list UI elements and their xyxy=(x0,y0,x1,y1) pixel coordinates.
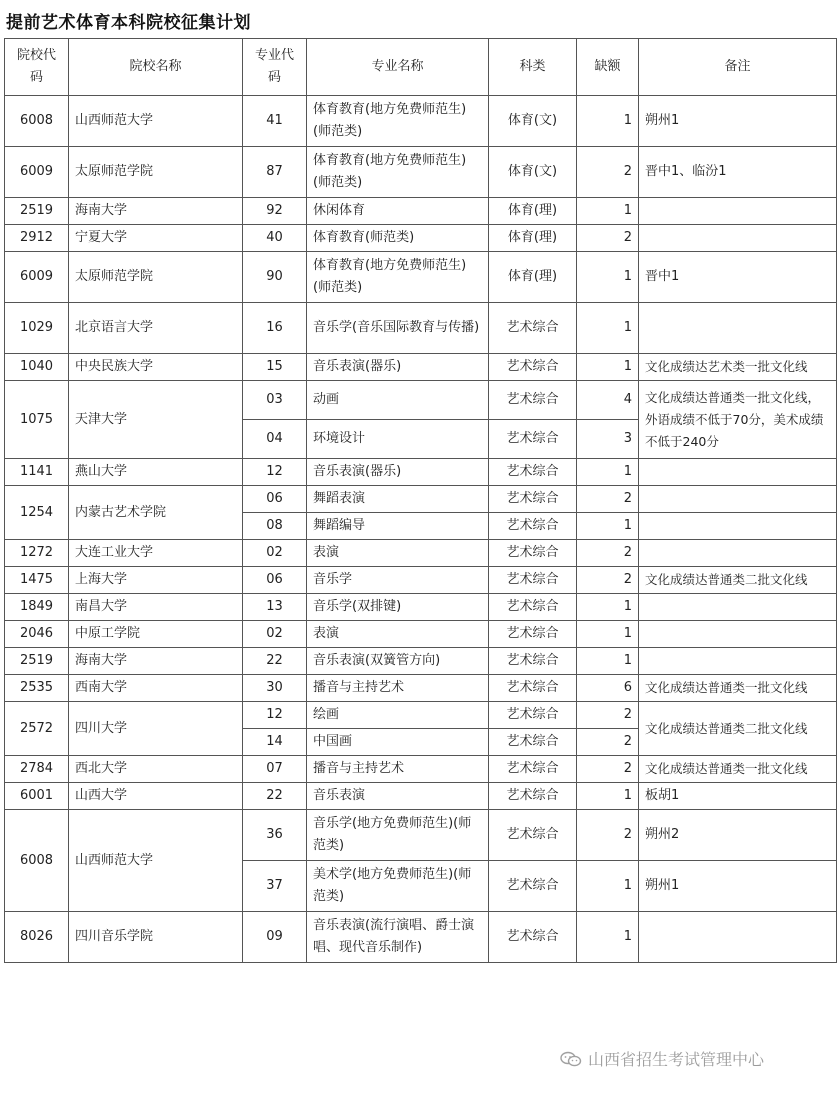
cell-note: 朔州2 xyxy=(639,810,837,861)
cell-major-code: 22 xyxy=(243,648,307,675)
cell-vacancy: 1 xyxy=(577,783,639,810)
cell-major: 表演 xyxy=(307,540,489,567)
cell-note: 文化成绩达普通类一批文化线 xyxy=(639,756,837,783)
cell-vacancy: 1 xyxy=(577,198,639,225)
cell-major-code: 30 xyxy=(243,675,307,702)
cell-major-code: 92 xyxy=(243,198,307,225)
cell-major-code: 41 xyxy=(243,96,307,147)
cell-note: 朔州1 xyxy=(639,861,837,912)
cell-vacancy: 2 xyxy=(577,567,639,594)
cell-major-code: 12 xyxy=(243,459,307,486)
cell-major-code: 40 xyxy=(243,225,307,252)
cell-vacancy: 2 xyxy=(577,810,639,861)
cell-code: 6001 xyxy=(5,783,69,810)
cell-code: 2572 xyxy=(5,702,69,756)
cell-vacancy: 1 xyxy=(577,459,639,486)
table-row xyxy=(5,459,837,486)
cell-vacancy: 2 xyxy=(577,486,639,513)
cell-code: 2046 xyxy=(5,621,69,648)
cell-vacancy: 1 xyxy=(577,912,639,963)
cell-category: 艺术综合 xyxy=(489,648,577,675)
cell-major: 音乐表演 xyxy=(307,783,489,810)
cell-code: 6008 xyxy=(5,810,69,912)
cell-code: 1029 xyxy=(5,303,69,354)
cell-vacancy: 1 xyxy=(577,513,639,540)
cell-code: 1272 xyxy=(5,540,69,567)
cell-vacancy: 2 xyxy=(577,147,639,198)
cell-note: 晋中1、临汾1 xyxy=(639,147,837,198)
table-row xyxy=(5,225,837,252)
cell-note: 文化成绩达普通类二批文化线 xyxy=(639,567,837,594)
cell-code: 1040 xyxy=(5,354,69,381)
header-note: 备注 xyxy=(639,39,837,96)
table-row xyxy=(5,702,837,729)
cell-vacancy: 3 xyxy=(577,420,639,459)
table-row xyxy=(5,594,837,621)
cell-major-code: 90 xyxy=(243,252,307,303)
cell-school: 北京语言大学 xyxy=(69,303,243,354)
cell-code: 1849 xyxy=(5,594,69,621)
cell-category: 艺术综合 xyxy=(489,729,577,756)
cell-code: 2912 xyxy=(5,225,69,252)
cell-vacancy: 1 xyxy=(577,648,639,675)
cell-code: 6009 xyxy=(5,147,69,198)
cell-school: 天津大学 xyxy=(69,381,243,459)
cell-category: 艺术综合 xyxy=(489,420,577,459)
cell-major: 音乐表演(双簧管方向) xyxy=(307,648,489,675)
cell-major: 绘画 xyxy=(307,702,489,729)
cell-major-code: 07 xyxy=(243,756,307,783)
cell-school: 燕山大学 xyxy=(69,459,243,486)
cell-vacancy: 2 xyxy=(577,756,639,783)
cell-category: 艺术综合 xyxy=(489,354,577,381)
cell-major: 休闲体育 xyxy=(307,198,489,225)
cell-vacancy: 1 xyxy=(577,861,639,912)
cell-category: 艺术综合 xyxy=(489,594,577,621)
table-row xyxy=(5,486,837,513)
table-row xyxy=(5,621,837,648)
table-row xyxy=(5,675,837,702)
header-vacancy: 缺额 xyxy=(577,39,639,96)
cell-note: 晋中1 xyxy=(639,252,837,303)
cell-major-code: 12 xyxy=(243,702,307,729)
table-row xyxy=(5,147,837,198)
cell-code: 8026 xyxy=(5,912,69,963)
cell-major: 音乐表演(器乐) xyxy=(307,354,489,381)
cell-major-code: 15 xyxy=(243,354,307,381)
cell-major: 体育教育(地方免费师范生)(师范类) xyxy=(307,252,489,303)
wechat-icon xyxy=(560,1051,582,1067)
cell-note xyxy=(639,594,837,621)
cell-major: 表演 xyxy=(307,621,489,648)
cell-vacancy: 1 xyxy=(577,594,639,621)
cell-code: 6009 xyxy=(5,252,69,303)
cell-vacancy: 2 xyxy=(577,225,639,252)
table-row xyxy=(5,381,837,420)
cell-category: 艺术综合 xyxy=(489,513,577,540)
cell-note xyxy=(639,912,837,963)
cell-major: 中国画 xyxy=(307,729,489,756)
cell-code: 2535 xyxy=(5,675,69,702)
cell-vacancy: 6 xyxy=(577,675,639,702)
cell-category: 艺术综合 xyxy=(489,861,577,912)
cell-major-code: 08 xyxy=(243,513,307,540)
cell-school: 太原师范学院 xyxy=(69,147,243,198)
cell-code: 1254 xyxy=(5,486,69,540)
cell-vacancy: 1 xyxy=(577,303,639,354)
cell-school: 海南大学 xyxy=(69,648,243,675)
cell-major: 舞蹈编导 xyxy=(307,513,489,540)
cell-note: 板胡1 xyxy=(639,783,837,810)
cell-school: 中央民族大学 xyxy=(69,354,243,381)
cell-major: 音乐学(双排键) xyxy=(307,594,489,621)
watermark-text: 山西省招生考试管理中心 xyxy=(587,1050,764,1069)
cell-school: 中原工学院 xyxy=(69,621,243,648)
cell-school: 大连工业大学 xyxy=(69,540,243,567)
cell-major-code: 16 xyxy=(243,303,307,354)
cell-category: 艺术综合 xyxy=(489,381,577,420)
cell-vacancy: 2 xyxy=(577,540,639,567)
cell-vacancy: 1 xyxy=(577,621,639,648)
cell-note: 文化成绩达普通类二批文化线 xyxy=(639,702,837,756)
cell-code: 2519 xyxy=(5,198,69,225)
cell-school: 上海大学 xyxy=(69,567,243,594)
cell-category: 艺术综合 xyxy=(489,783,577,810)
cell-vacancy: 1 xyxy=(577,96,639,147)
cell-school: 西南大学 xyxy=(69,675,243,702)
cell-note xyxy=(639,648,837,675)
table-row xyxy=(5,756,837,783)
header-school: 院校名称 xyxy=(69,39,243,96)
table-row xyxy=(5,912,837,963)
cell-major-code: 06 xyxy=(243,486,307,513)
cell-code: 6008 xyxy=(5,96,69,147)
cell-note: 文化成绩达普通类一批文化线，外语成绩不低于70分，美术成绩不低于240分 xyxy=(639,381,837,459)
cell-category: 艺术综合 xyxy=(489,912,577,963)
cell-major-code: 09 xyxy=(243,912,307,963)
cell-major-code: 04 xyxy=(243,420,307,459)
cell-category: 艺术综合 xyxy=(489,303,577,354)
cell-note xyxy=(639,540,837,567)
cell-major: 体育教育(地方免费师范生)(师范类) xyxy=(307,147,489,198)
cell-major: 美术学(地方免费师范生)(师范类) xyxy=(307,861,489,912)
cell-category: 艺术综合 xyxy=(489,702,577,729)
cell-major-code: 02 xyxy=(243,540,307,567)
cell-school: 四川大学 xyxy=(69,702,243,756)
header-category: 科类 xyxy=(489,39,577,96)
watermark xyxy=(560,1047,764,1070)
cell-code: 2784 xyxy=(5,756,69,783)
cell-category: 艺术综合 xyxy=(489,621,577,648)
table-row xyxy=(5,567,837,594)
cell-school: 南昌大学 xyxy=(69,594,243,621)
cell-major-code: 06 xyxy=(243,567,307,594)
cell-school: 太原师范学院 xyxy=(69,252,243,303)
table-row xyxy=(5,354,837,381)
cell-note: 朔州1 xyxy=(639,96,837,147)
cell-note xyxy=(639,621,837,648)
cell-category: 体育(理) xyxy=(489,198,577,225)
table-header-row xyxy=(5,39,837,96)
table-row xyxy=(5,540,837,567)
cell-vacancy: 2 xyxy=(577,729,639,756)
table-row xyxy=(5,252,837,303)
table-row xyxy=(5,810,837,861)
cell-vacancy: 1 xyxy=(577,354,639,381)
cell-category: 艺术综合 xyxy=(489,459,577,486)
cell-major: 动画 xyxy=(307,381,489,420)
cell-note xyxy=(639,198,837,225)
cell-major-code: 03 xyxy=(243,381,307,420)
cell-vacancy: 1 xyxy=(577,252,639,303)
cell-major: 音乐表演(流行演唱、爵士演唱、现代音乐制作) xyxy=(307,912,489,963)
cell-school: 宁夏大学 xyxy=(69,225,243,252)
cell-school: 山西师范大学 xyxy=(69,96,243,147)
table-row xyxy=(5,648,837,675)
cell-category: 体育(文) xyxy=(489,96,577,147)
cell-major-code: 02 xyxy=(243,621,307,648)
cell-note xyxy=(639,486,837,513)
cell-major-code: 87 xyxy=(243,147,307,198)
table-row xyxy=(5,198,837,225)
cell-code: 2519 xyxy=(5,648,69,675)
cell-major-code: 14 xyxy=(243,729,307,756)
cell-major: 体育教育(师范类) xyxy=(307,225,489,252)
cell-school: 四川音乐学院 xyxy=(69,912,243,963)
cell-school: 西北大学 xyxy=(69,756,243,783)
cell-category: 艺术综合 xyxy=(489,810,577,861)
cell-school: 内蒙古艺术学院 xyxy=(69,486,243,540)
cell-code: 1475 xyxy=(5,567,69,594)
cell-vacancy: 4 xyxy=(577,381,639,420)
cell-category: 体育(文) xyxy=(489,147,577,198)
table-row xyxy=(5,303,837,354)
cell-note: 文化成绩达普通类一批文化线 xyxy=(639,675,837,702)
cell-major: 音乐学(地方免费师范生)(师范类) xyxy=(307,810,489,861)
cell-major: 环境设计 xyxy=(307,420,489,459)
cell-major: 音乐学(音乐国际教育与传播) xyxy=(307,303,489,354)
cell-major-code: 22 xyxy=(243,783,307,810)
cell-school: 海南大学 xyxy=(69,198,243,225)
cell-code: 1141 xyxy=(5,459,69,486)
cell-major: 体育教育(地方免费师范生)(师范类) xyxy=(307,96,489,147)
cell-category: 艺术综合 xyxy=(489,567,577,594)
cell-school: 山西大学 xyxy=(69,783,243,810)
cell-major-code: 13 xyxy=(243,594,307,621)
page-title: 提前艺术体育本科院校征集计划 xyxy=(6,13,251,33)
cell-note xyxy=(639,459,837,486)
cell-note xyxy=(639,225,837,252)
cell-major: 舞蹈表演 xyxy=(307,486,489,513)
cell-category: 艺术综合 xyxy=(489,486,577,513)
cell-category: 艺术综合 xyxy=(489,540,577,567)
cell-major: 音乐表演(器乐) xyxy=(307,459,489,486)
cell-category: 体育(理) xyxy=(489,252,577,303)
cell-major: 音乐学 xyxy=(307,567,489,594)
cell-code: 1075 xyxy=(5,381,69,459)
header-code: 院校代码 xyxy=(5,39,69,96)
cell-category: 体育(理) xyxy=(489,225,577,252)
cell-note xyxy=(639,513,837,540)
cell-major-code: 36 xyxy=(243,810,307,861)
cell-category: 艺术综合 xyxy=(489,756,577,783)
cell-vacancy: 2 xyxy=(577,702,639,729)
cell-major-code: 37 xyxy=(243,861,307,912)
cell-note: 文化成绩达艺术类一批文化线 xyxy=(639,354,837,381)
cell-major: 播音与主持艺术 xyxy=(307,756,489,783)
cell-note xyxy=(639,303,837,354)
table-row xyxy=(5,783,837,810)
cell-school: 山西师范大学 xyxy=(69,810,243,912)
header-major-code: 专业代码 xyxy=(243,39,307,96)
cell-major: 播音与主持艺术 xyxy=(307,675,489,702)
enrollment-table xyxy=(4,38,837,963)
table-row xyxy=(5,96,837,147)
header-major: 专业名称 xyxy=(307,39,489,96)
cell-category: 艺术综合 xyxy=(489,675,577,702)
